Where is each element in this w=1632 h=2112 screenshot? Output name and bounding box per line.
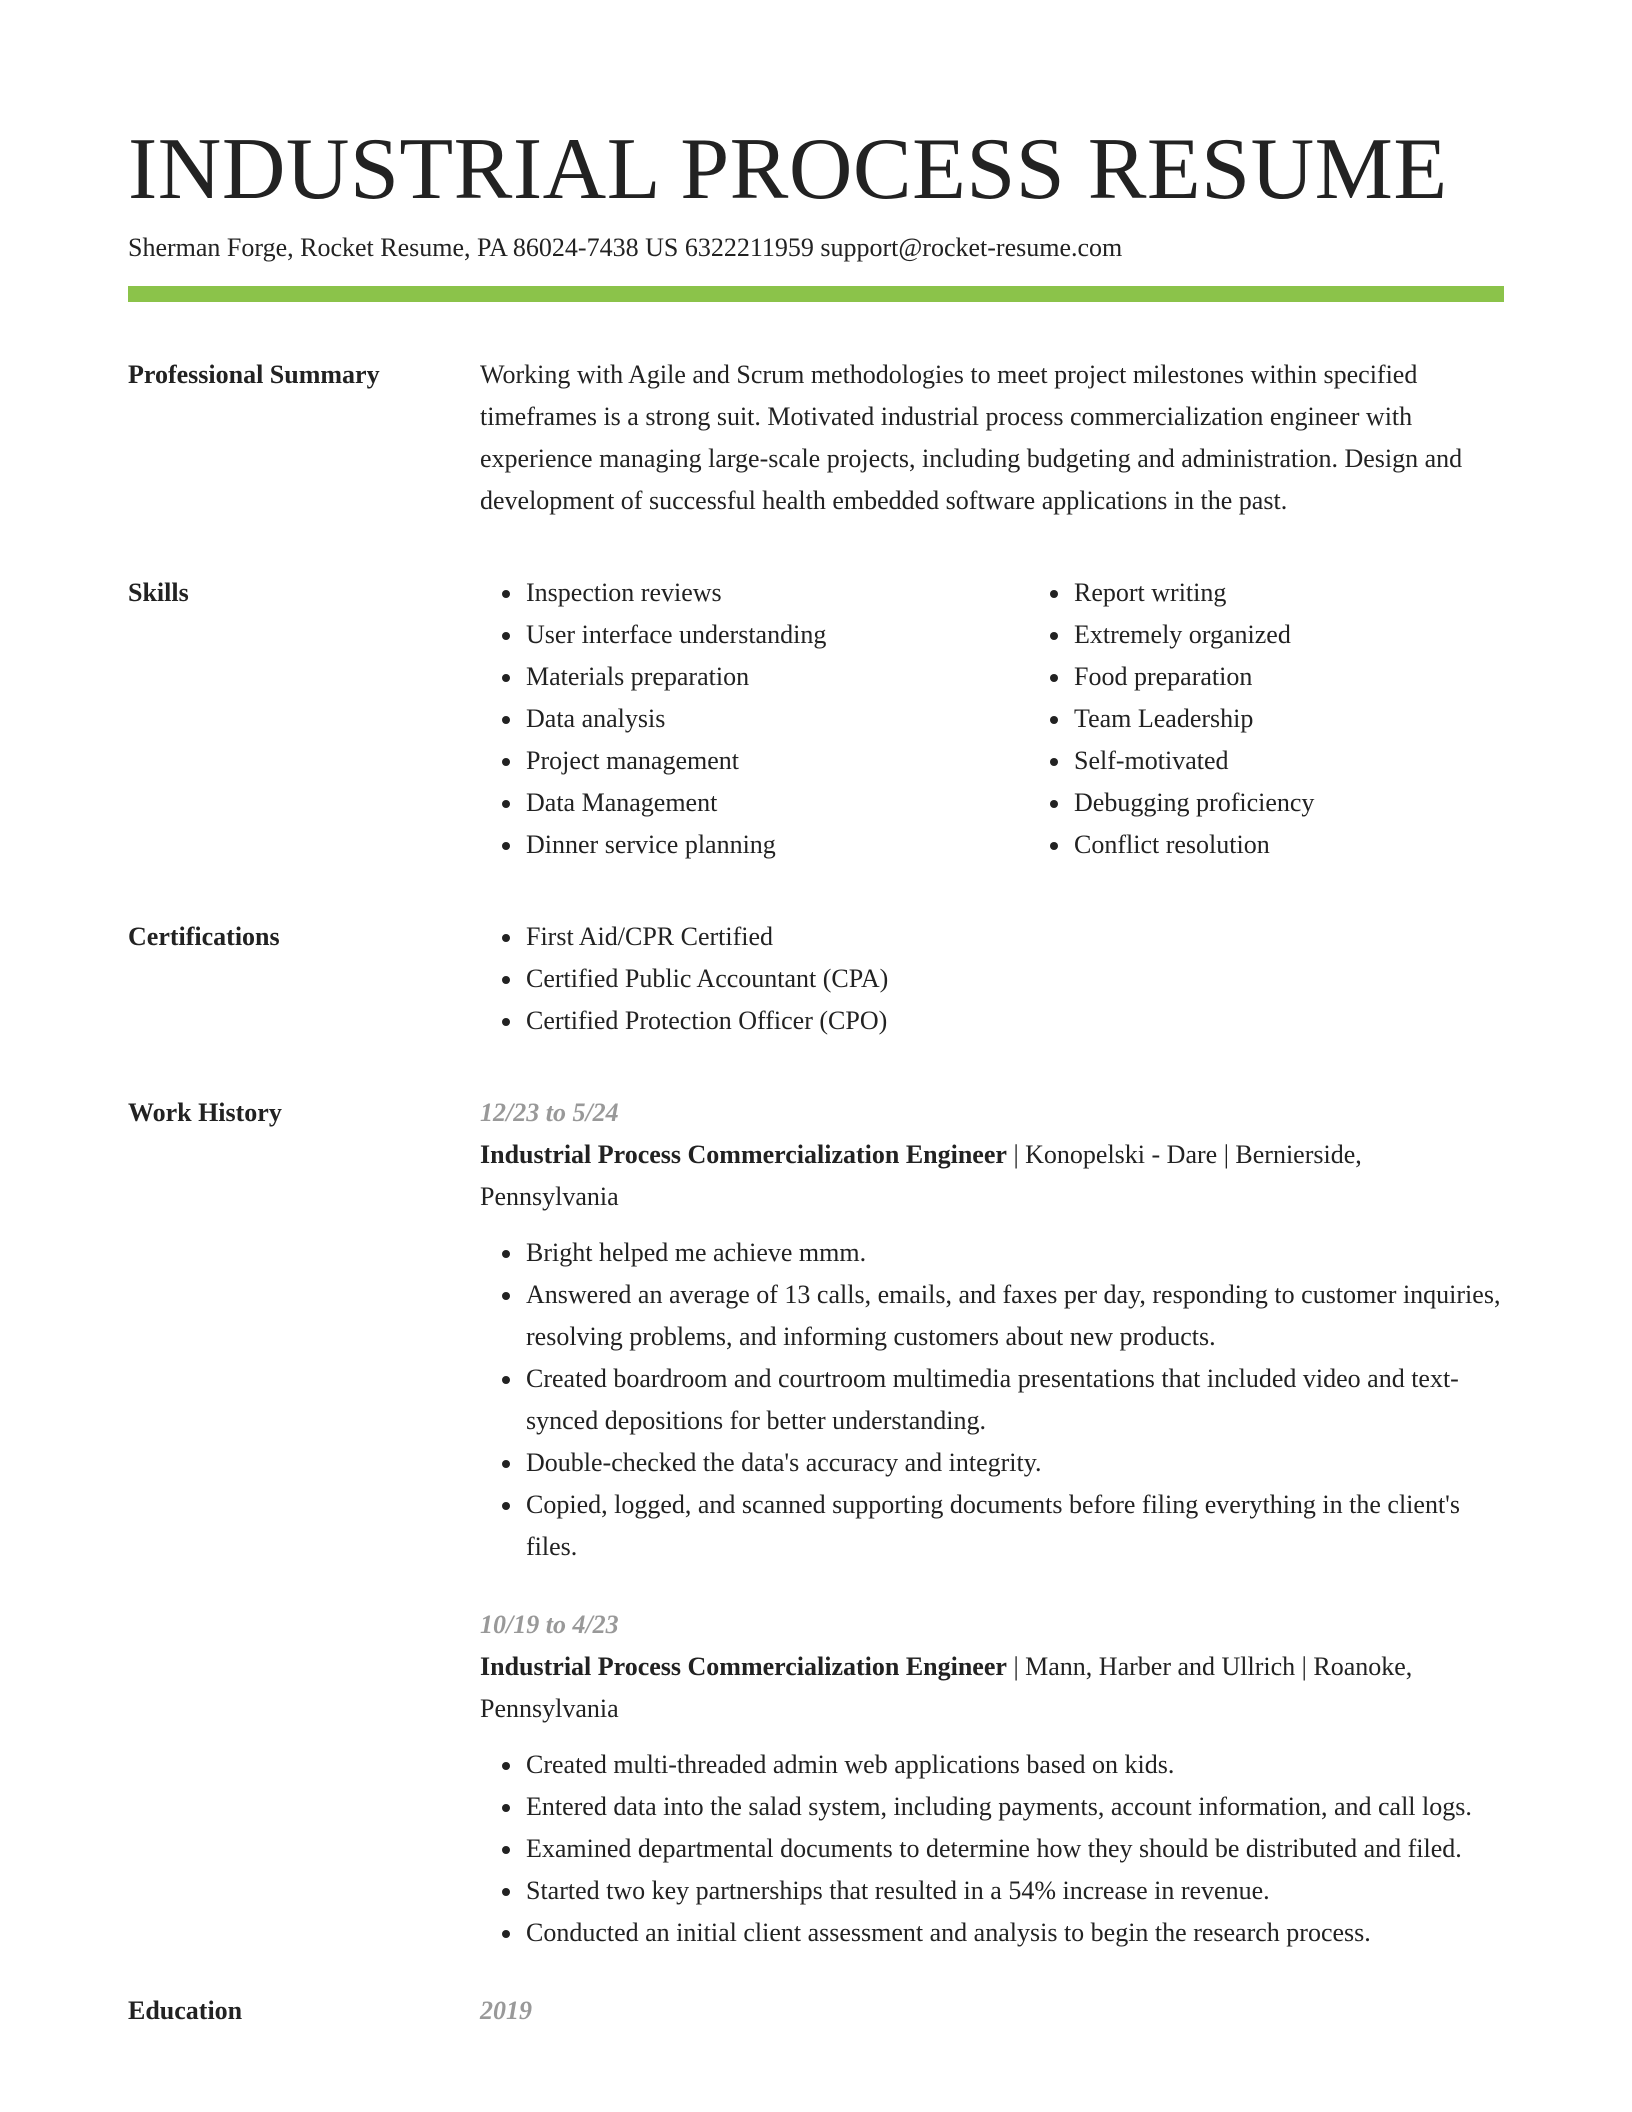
contact-line: Sherman Forge, Rocket Resume, PA 86024-7438 US 6322211959 support@rocket-resume.com: [128, 233, 1123, 262]
skill-item: • Debugging proficiency: [1072, 782, 1576, 824]
education-section: [128, 1990, 1504, 2032]
skills-section: [128, 572, 1504, 866]
job-dates: 10/19 to 4/23: [480, 1610, 619, 1639]
job-bullet: • Copied, logged, and scanned supporting documents before filing everything in the client's files.: [524, 1484, 1504, 1568]
skill-item: • Materials preparation: [524, 656, 1028, 698]
resume-page: [128, 120, 1504, 2032]
education-year: 2019: [480, 1996, 532, 2025]
resume-title: INDUSTRIAL PROCESS RESUME: [128, 121, 1448, 218]
skill-item: • Extremely organized: [1072, 614, 1576, 656]
skill-item: • Team Leadership: [1072, 698, 1576, 740]
job-details: | Mann, Harber and Ullrich | Roanoke, Pennsylvania: [480, 1652, 1413, 1723]
summary-section: [128, 354, 1504, 522]
job-title: Industrial Process Commercialization Engineer: [480, 1140, 1007, 1169]
skills-label: Skills: [128, 578, 189, 607]
job-bullet: • Created boardroom and courtroom multimedia presentations that included video and text-synced depositions for better understanding.: [524, 1358, 1504, 1442]
skill-item: • Inspection reviews: [524, 572, 1028, 614]
summary-text: Working with Agile and Scrum methodologies to meet project milestones within specified timeframes is a strong suit. Motivated industrial process commercialization engineer with experience managing large-scale projects, including budgeting and administration. Design and development of successful health embedded software applications in the past.: [480, 360, 1463, 515]
job-bullet: • Created multi-threaded admin web applications based on kids.: [524, 1744, 1504, 1786]
job-dates: 12/23 to 5/24: [480, 1098, 619, 1127]
job-bullet: • Conducted an initial client assessment and analysis to begin the research process.: [524, 1912, 1504, 1954]
certifications-list: [480, 916, 1504, 1042]
skill-item: • Data analysis: [524, 698, 1028, 740]
job-details: | Konopelski - Dare | Bernierside, Pennsylvania: [480, 1140, 1362, 1211]
certification-item: • Certified Public Accountant (CPA): [524, 958, 1504, 1000]
job-bullet: • Entered data into the salad system, including payments, account information, and call logs.: [524, 1786, 1504, 1828]
skill-item: • Dinner service planning: [524, 824, 1028, 866]
certification-item: • First Aid/CPR Certified: [524, 916, 1504, 958]
skill-item: • User interface understanding: [524, 614, 1028, 656]
job-bullets: [480, 1232, 1504, 1568]
summary-label: Professional Summary: [128, 360, 380, 389]
skill-item: • Conflict resolution: [1072, 824, 1576, 866]
skills-list-right: [1028, 572, 1576, 866]
certification-item: • Certified Protection Officer (CPO): [524, 1000, 1504, 1042]
skill-item: • Data Management: [524, 782, 1028, 824]
skills-list-left: [480, 572, 1028, 866]
job-bullet: • Examined departmental documents to determine how they should be distributed and filed.: [524, 1828, 1504, 1870]
education-label: Education: [128, 1996, 243, 2025]
job-heading: [480, 1134, 1504, 1218]
skill-item: • Self-motivated: [1072, 740, 1576, 782]
job-title: Industrial Process Commercialization Engineer: [480, 1652, 1007, 1681]
job-heading: [480, 1646, 1504, 1730]
job-bullet: • Started two key partnerships that resulted in a 54% increase in revenue.: [524, 1870, 1504, 1912]
work-history-label: Work History: [128, 1098, 282, 1127]
job-bullet: • Answered an average of 13 calls, emails, and faxes per day, responding to customer inquiries, resolving problems, and informing customers about new products.: [524, 1274, 1504, 1358]
certifications-section: [128, 916, 1504, 1042]
work-history-section: [128, 1092, 1504, 1990]
accent-divider: [128, 286, 1504, 302]
skill-item: • Report writing: [1072, 572, 1576, 614]
job-entry: [480, 1092, 1504, 1568]
certifications-label: Certifications: [128, 922, 280, 951]
job-bullets: [480, 1744, 1504, 1954]
skill-item: • Project management: [524, 740, 1028, 782]
job-bullet: • Bright helped me achieve mmm.: [524, 1232, 1504, 1274]
job-bullet: • Double-checked the data's accuracy and integrity.: [524, 1442, 1504, 1484]
job-entry: [480, 1604, 1504, 1954]
skill-item: • Food preparation: [1072, 656, 1576, 698]
